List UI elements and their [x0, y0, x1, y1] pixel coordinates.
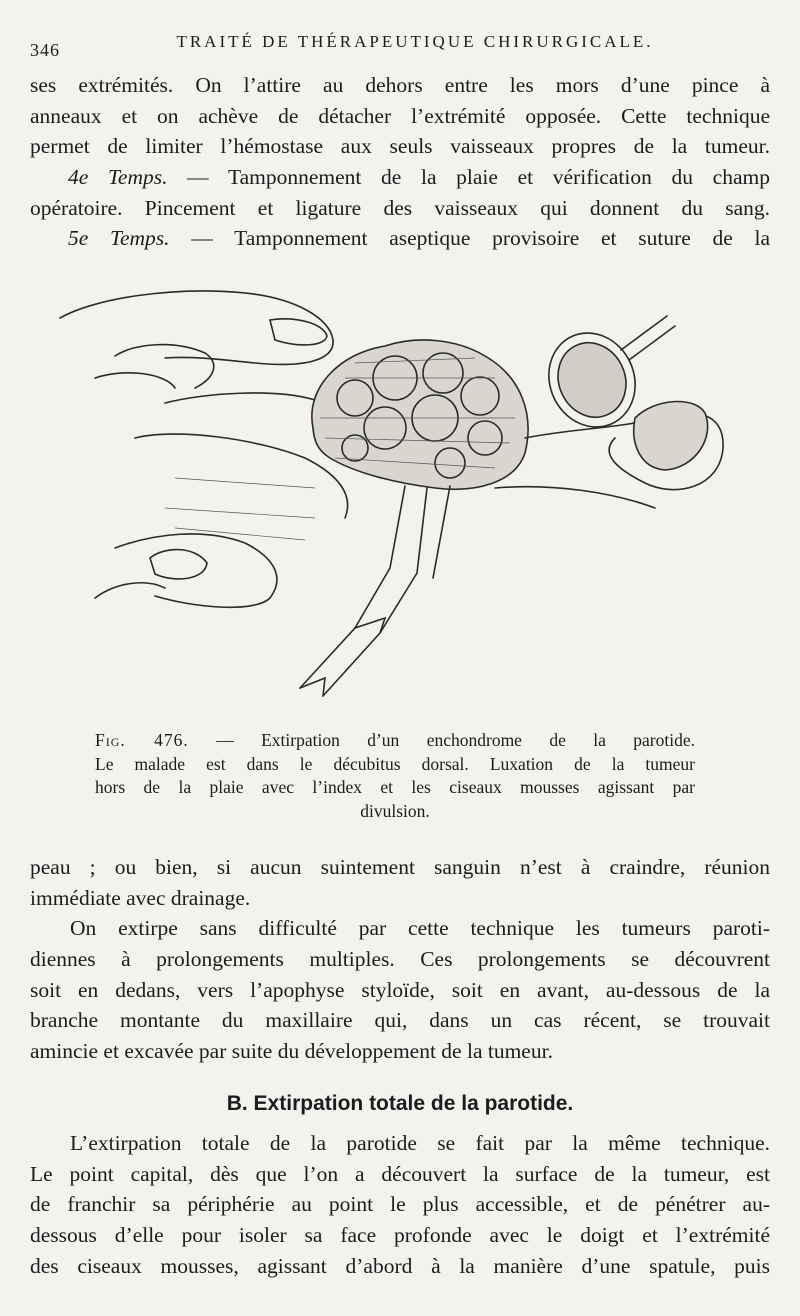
step-4-line [30, 162, 770, 193]
caption-text: — Extirpation d’un enchondrome de la parotide. [216, 730, 695, 750]
page-header [30, 28, 770, 60]
text-line: ses extrémités. On l’attire au dehors entre les mors d’une pince à [30, 73, 770, 97]
caption-line: hors de la plaie avec l’index et les ciseaux mousses agissant par [95, 777, 695, 797]
text-line: immédiate avec drainage. [30, 885, 251, 910]
text-line: des ciseaux mousses, agissant d’abord à la manière d’une spatule, puis [30, 1253, 770, 1278]
text-line: permet de limiter l’hémostase aux seuls vaisseaux propres de la tumeur. [30, 134, 770, 159]
figure-caption [95, 729, 695, 823]
tumor-extraction-engraving [55, 278, 755, 708]
middle-paragraph [30, 852, 770, 1067]
caption-line: divulsion. [360, 800, 430, 821]
text-line: Le point capital, dès que l’on a découvert la surface de la tumeur, est [30, 1161, 770, 1186]
caption-line [95, 729, 695, 753]
step-5-text: — Tamponnement aseptique provisoire et suture de la [191, 226, 771, 251]
text-line: diennes à prolongements multiples. Ces prolongements se découvrent [30, 947, 770, 972]
section-title: B. Extirpation totale de la parotide. [226, 1092, 574, 1115]
text-line: soit en dedans, vers l’apophyse styloïde, soit en avant, au-dessous de la [30, 977, 770, 1002]
caption-line: Le malade est dans le décubitus dorsal. Luxation de la tumeur [95, 753, 695, 774]
step-5-line [30, 223, 770, 254]
text-line: amincie et excavée par suite du développement de la tumeur. [30, 1039, 553, 1064]
text-line: peau ; ou bien, si aucun suintement sanguin n’est à craindre, réunion [30, 855, 770, 879]
running-head: TRAITÉ DE THÉRAPEUTIQUE CHIRURGICALE. [176, 32, 654, 51]
bottom-paragraph [30, 1128, 770, 1281]
step-4-text: — Tamponnement de la plaie et vérification du champ [187, 165, 770, 190]
text-line: opératoire. Pincement et ligature des vaisseaux qui donnent du sang. [30, 195, 770, 220]
figure-label: Fig. 476. [95, 730, 189, 750]
text-line: anneaux et on achève de détacher l’extrémité opposée. Cette technique [30, 103, 770, 128]
text-line: branche montante du maxillaire qui, dans un cas récent, se trouvait [30, 1008, 770, 1033]
step-5-label: 5e Temps. [68, 226, 170, 251]
text-line: On extirpe sans difficulté par cette technique les tumeurs paroti- [70, 916, 770, 941]
step-4-label: 4e Temps. [68, 165, 168, 190]
surgical-illustration [55, 278, 755, 708]
top-paragraph [30, 70, 770, 254]
text-line: de franchir sa périphérie au point le plus accessible, et de pénétrer au- [30, 1192, 770, 1217]
text-line: dessous d’elle pour isoler sa face profonde avec le doigt et l’extrémité [30, 1223, 770, 1248]
text-line: L’extirpation totale de la parotide se fait par la même technique. [70, 1131, 770, 1155]
page-number: 346 [30, 40, 60, 60]
